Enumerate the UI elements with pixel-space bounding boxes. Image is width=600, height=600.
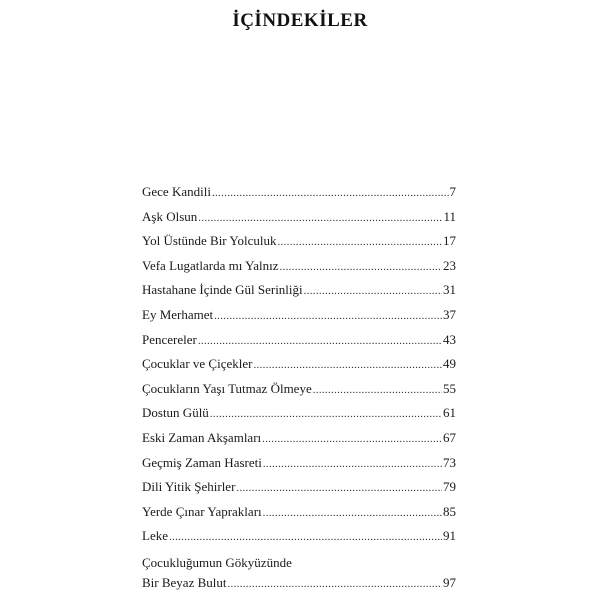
toc-page-number: 11 bbox=[443, 208, 456, 224]
toc-entry-title: Pencereler bbox=[142, 331, 197, 347]
toc-entry-title: Aşk Olsun bbox=[142, 208, 198, 224]
toc-entry bbox=[142, 405, 456, 430]
toc-entry-title: Eski Zaman Akşamları bbox=[142, 429, 262, 445]
toc-entry bbox=[142, 356, 456, 381]
toc-page-number: 43 bbox=[443, 331, 456, 347]
toc-page-number: 73 bbox=[443, 454, 456, 470]
toc-entry-title: Yol Üstünde Bir Yolculuk bbox=[142, 233, 277, 249]
toc-entry-title: Leke bbox=[142, 528, 168, 544]
toc-entry bbox=[142, 307, 456, 332]
dot-leader bbox=[263, 505, 442, 521]
toc-entry bbox=[142, 233, 456, 258]
toc-entry bbox=[142, 184, 456, 209]
dot-leader bbox=[210, 406, 442, 422]
dot-leader bbox=[214, 308, 442, 324]
toc-page-number: 23 bbox=[443, 257, 456, 273]
toc-entry-title: Dostun Gülü bbox=[142, 405, 209, 421]
dot-leader bbox=[304, 283, 442, 299]
toc-entry bbox=[142, 209, 456, 234]
toc-entry-last-line bbox=[142, 575, 456, 592]
toc-page-number: 67 bbox=[443, 429, 456, 445]
toc-page-number: 31 bbox=[443, 282, 456, 298]
dot-leader bbox=[263, 456, 442, 472]
toc-entry bbox=[142, 381, 456, 406]
toc-entry-title-line1: Çocukluğumun Gökyüzünde bbox=[142, 554, 292, 570]
dot-leader bbox=[278, 234, 443, 250]
toc-entry-title: Geçmiş Zaman Hasreti bbox=[142, 454, 262, 470]
dot-leader bbox=[313, 382, 442, 398]
toc-entry bbox=[142, 528, 456, 553]
toc-entry-title: Hastahane İçinde Gül Serinliği bbox=[142, 282, 303, 298]
toc-entry-title: Ey Merhamet bbox=[142, 306, 214, 322]
toc-entry bbox=[142, 282, 456, 307]
toc-entry bbox=[142, 332, 456, 357]
dot-leader bbox=[262, 431, 442, 447]
toc-entry bbox=[142, 430, 456, 455]
toc-entry-title: Yerde Çınar Yaprakları bbox=[142, 503, 262, 519]
toc-entry-title: Vefa Lugatlarda mı Yalnız bbox=[142, 257, 279, 273]
toc-page-number: 7 bbox=[449, 184, 456, 199]
dot-leader bbox=[253, 357, 442, 373]
toc-page-number: 61 bbox=[443, 405, 456, 421]
toc-entry-title: Çocukların Yaşı Tutmaz Ölmeye bbox=[142, 380, 312, 396]
toc-page-number: 91 bbox=[443, 528, 456, 544]
table-of-contents bbox=[142, 184, 456, 592]
toc-entry-multiline bbox=[142, 555, 456, 592]
toc-page-number: 49 bbox=[443, 356, 456, 372]
toc-entry-title-line2: Bir Beyaz Bulut bbox=[142, 574, 227, 590]
toc-entry bbox=[142, 479, 456, 504]
toc-page-number: 97 bbox=[443, 574, 456, 590]
page-title: İÇİNDEKİLER bbox=[232, 10, 368, 31]
toc-entry-title: Çocuklar ve Çiçekler bbox=[142, 356, 253, 372]
toc-entry bbox=[142, 258, 456, 283]
dot-leader bbox=[212, 185, 449, 201]
dot-leader bbox=[236, 480, 442, 496]
toc-entry bbox=[142, 455, 456, 480]
toc-entry bbox=[142, 504, 456, 529]
dot-leader bbox=[169, 529, 442, 545]
dot-leader bbox=[228, 576, 443, 592]
dot-leader bbox=[198, 210, 442, 226]
toc-page-number: 85 bbox=[443, 503, 456, 519]
dot-leader bbox=[279, 259, 442, 275]
toc-page-number: 79 bbox=[443, 479, 456, 495]
toc-entry-title: Gece Kandili bbox=[142, 184, 211, 199]
toc-page-number: 17 bbox=[443, 233, 456, 249]
toc-page-number: 55 bbox=[443, 380, 456, 396]
dot-leader bbox=[198, 333, 442, 349]
toc-entry-title: Dili Yitik Şehirler bbox=[142, 479, 236, 495]
toc-page-number: 37 bbox=[443, 306, 456, 322]
